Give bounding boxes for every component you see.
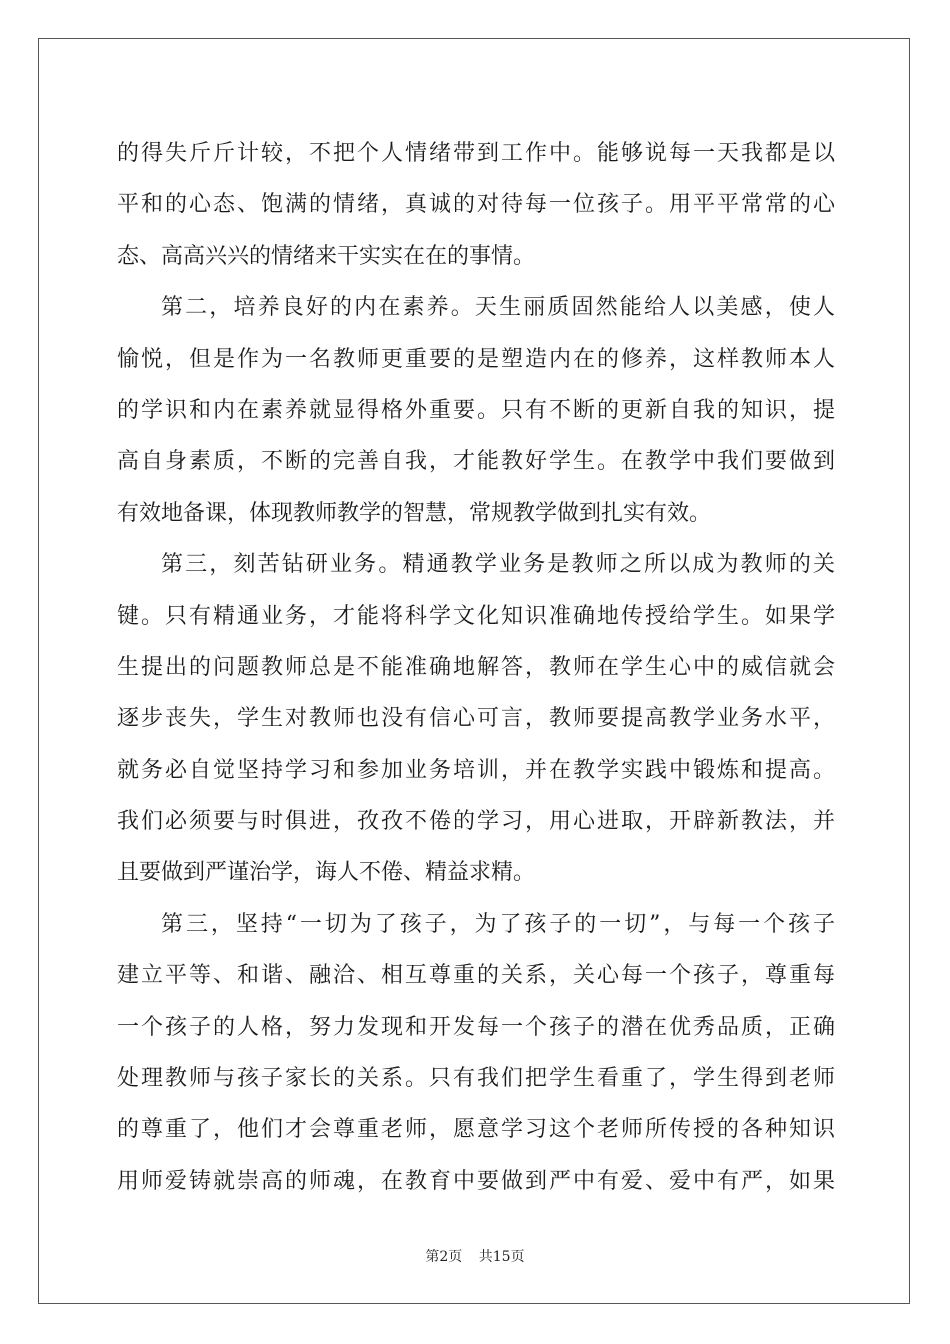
text-line: 的学识和内在素养就显得格外重要。只有不断的更新自我的知识，提: [117, 397, 835, 423]
text-line: 第三，坚持“一切为了孩子，为了孩子的一切”，与每一个孩子: [161, 911, 835, 937]
text-line: 逐步丧失，学生对教师也没有信心可言，教师要提高教学业务水平，: [117, 706, 835, 732]
text-line: 高自身素质，不断的完善自我，才能教好学生。在教学中我们要做到: [117, 449, 835, 475]
text-line: 一个孩子的人格，努力发现和开发每一个孩子的潜在优秀品质，正确: [117, 1014, 835, 1040]
text-line: 第二，培养良好的内在素养。天生丽质固然能给人以美感，使人: [161, 295, 835, 321]
text-line: 的得失斤斤计较，不把个人情绪带到工作中。能够说每一天我都是以: [117, 141, 835, 166]
text-line: 的尊重了，他们才会尊重老师，愿意学习这个老师所传授的各种知识: [117, 1117, 835, 1143]
text-line: 我们必须要与时俱进，孜孜不倦的学习，用心进取，开辟新教法，并: [117, 809, 835, 835]
page-footer: [0, 1246, 950, 1266]
page-number: 第2页: [425, 1249, 463, 1265]
text-line: 有效地备课，体现教师教学的智慧，常规教学做到扎实有效。: [117, 500, 712, 526]
document-body: [117, 128, 835, 1207]
text-line: 第三，刻苦钻研业务。精通教学业务是教师之所以成为教师的关: [161, 552, 835, 578]
text-line: 愉悦，但是作为一名教师更重要的是塑造内在的修养，这样教师本人: [117, 346, 835, 372]
text-line: 建立平等、和谐、融洽、相互尊重的关系，关心每一个孩子，尊重每: [117, 963, 835, 989]
text-line: 键。只有精通业务，才能将科学文化知识准确地传授给学生。如果学: [117, 603, 835, 629]
text-line: 处理教师与孩子家长的关系。只有我们把学生看重了，学生得到老师: [117, 1066, 835, 1092]
text-line: 平和的心态、饱满的情绪，真诚的对待每一位孩子。用平平常常的心: [117, 192, 835, 218]
text-line: 且要做到严谨治学，诲人不倦、精益求精。: [117, 860, 536, 886]
text-line: 就务必自觉坚持学习和参加业务培训，并在教学实践中锻炼和提高。: [117, 757, 835, 783]
text-line: 态、高高兴兴的情绪来干实实在在的事情。: [117, 243, 536, 269]
page-total: 共15页: [478, 1249, 525, 1265]
text-line: 用师爱铸就崇高的师魂，在教育中要做到严中有爱、爱中有严，如果: [117, 1168, 835, 1194]
text-line: 生提出的问题教师总是不能准确地解答，教师在学生心中的威信就会: [117, 654, 835, 680]
